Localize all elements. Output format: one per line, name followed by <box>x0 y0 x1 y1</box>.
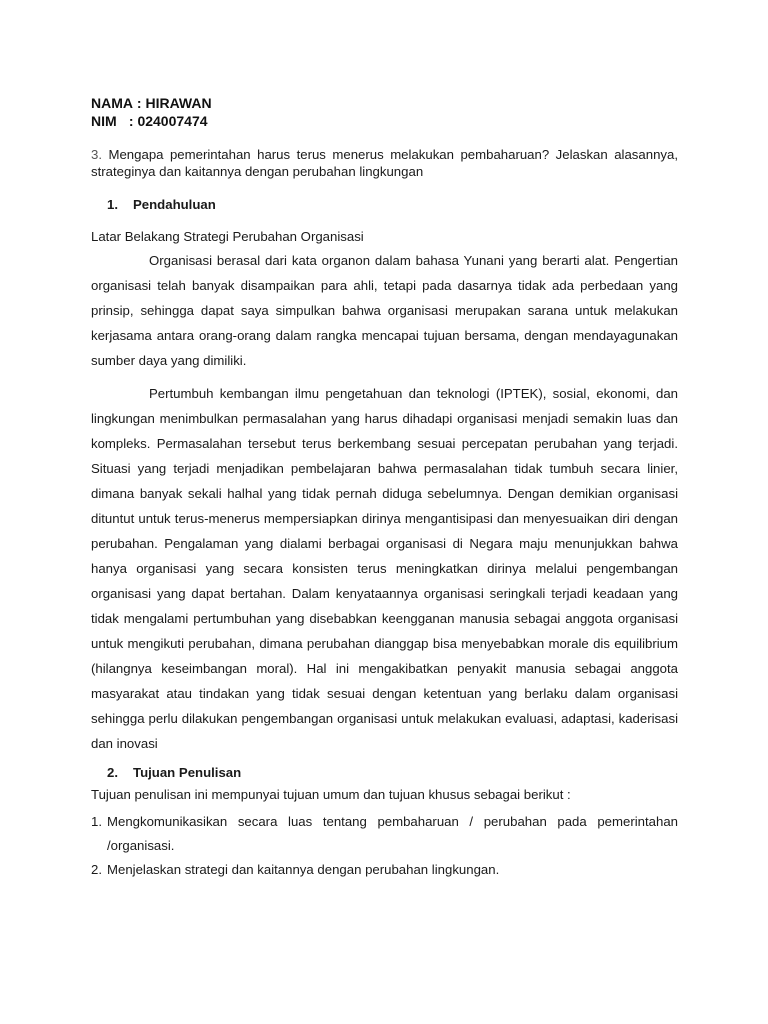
list-marker: 2. <box>91 862 102 877</box>
question-body: Mengapa pemerintahan harus terus menerus melakukan pembaharuan? Jelaskan alasannya, strateginya dan kaitannya dengan perubahan lingkungan <box>91 147 678 179</box>
tujuan-list <box>91 810 678 882</box>
section-heading-tujuan <box>107 764 241 781</box>
sub-heading: Latar Belakang Strategi Perubahan Organisasi <box>91 229 364 244</box>
nim-label: NIM <box>91 113 117 129</box>
paragraph-1 <box>91 248 678 373</box>
paragraph-text: Organisasi berasal dari kata organon dalam bahasa Yunani yang berarti alat. Pengertian organisasi telah banyak disampaikan para ahli, tetapi pada dasarnya tidak ada perbedaan yang prinsip, sehingga dapat saya simpulkan bahwa organisasi merupakan sarana untuk melakukan kerjasama antara orang-orang dalam rangka mencapai tujuan bersama, dengan mendayagunakan sumber daya yang dimiliki. <box>91 253 678 368</box>
name-label: NAMA <box>91 95 133 111</box>
question-text <box>91 146 678 180</box>
paragraph-text: Pertumbuh kembangan ilmu pengetahuan dan teknologi (IPTEK), sosial, ekonomi, dan lingkungan menimbulkan permasalahan yang harus dihadapi organisasi menjadi semakin luas dan kompleks. Permasalahan tersebut terus berkembang sesuai percepatan perubahan yang terjadi. Situasi yang terjadi menjadikan pembelajaran bahwa permasalahan tidak tumbuh secara linier, dimana banyak sekali halhal yang tidak pernah diduga sebelumnya. Dengan demikian organisasi dituntut untuk terus-menerus mempersiapkan dirinya mengantisipasi dan menyesuaikan diri dengan perubahan. Pengalaman yang dialami berbagai organisasi di Negara maju menunjukkan bahwa hanya organisasi yang secara konsisten terus meningkatkan dirinya melalui pengembangan organisasi yang dapat bertahan. Dalam kenyataannya organisasi seringkali terjadi keadaan yang tidak mengalami pertumbuhan yang disebabkan keengganan manusia sebagai anggota organisasi untuk mengikuti perubahan, dimana perubahan dianggap bisa menyebabkan morale dis equilibrium (hilangnya keseimbangan moral). Hal ini mengakibatkan penyakit manusia sebagai anggota masyarakat atau tindakan yang tidak sesuai dengan ketentuan yang berlaku dalam organisasi sehingga perlu dilakukan pengembangan organisasi untuk melakukan evaluasi, adaptasi, kaderisasi dan inovasi <box>91 386 678 751</box>
name-separator: : <box>133 95 146 111</box>
tujuan-intro: Tujuan penulisan ini mempunyai tujuan umum dan tujuan khusus sebagai berikut : <box>91 787 571 802</box>
section-heading-pendahuluan <box>107 196 216 213</box>
section-number: 1. <box>107 197 118 212</box>
list-item-text: Mengkomunikasikan secara luas tentang pembaharuan / perubahan pada pemerintahan /organisasi. <box>107 814 678 853</box>
list-item <box>91 858 678 882</box>
section-title: Tujuan Penulisan <box>133 765 242 780</box>
list-item-text: Menjelaskan strategi dan kaitannya dengan perubahan lingkungan. <box>107 862 500 877</box>
name-row <box>91 94 212 112</box>
list-marker: 1. <box>91 814 102 829</box>
student-header <box>91 94 212 130</box>
nim-value: 024007474 <box>137 113 208 129</box>
paragraph-2 <box>91 381 678 756</box>
nim-separator: : <box>125 113 138 129</box>
name-value: HIRAWAN <box>145 95 212 111</box>
section-title: Pendahuluan <box>133 197 216 212</box>
question-number: 3. <box>91 147 102 162</box>
nim-row <box>91 112 212 130</box>
list-item <box>91 810 678 858</box>
section-number: 2. <box>107 765 118 780</box>
